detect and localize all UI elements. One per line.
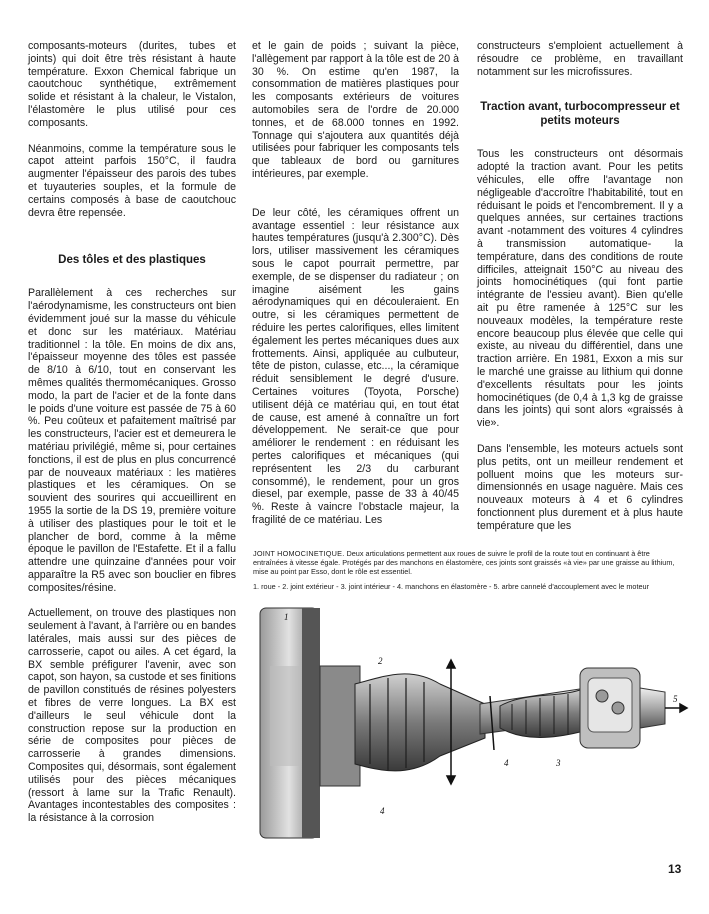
figure-label-1: 1: [284, 612, 289, 622]
page-number: 13: [668, 862, 682, 876]
caption-text: Deux articulations permettent aux roues de suivre le profil de la route tout en continuant à être entraînées à vitesse égale. Protégés par des manchons en élastomère, ces joints sont graissés «à vie» par une graisse au lithium, mise au point par Esso, dont le rôle est essentiel.: [253, 549, 675, 577]
paragraph: Actuellement, on trouve des plastiques non seulement à l'avant, à l'arrière ou en bandes latérales, mais aussi sur des pièces de carrosserie, capot ou ailes. A cet égard, la BX semble préfigurer l'avenir, avec son capot, son hayon, sa custode et ses finitions de pavillon constitués de résines polyesters et fibres de verre longues. La BX est d'ailleurs le seul véhicule dont la construction repose sur la production en série de composites pour pièces de carrosserie à grandes dimensions. Composites qui, désormais, sont également utilisés pour des pièces mécaniques (ressort à lame sur la Trafic Renault). Avantages incontestables des composites : la résistance à la corrosion: [28, 607, 236, 825]
wheel-hub: [260, 608, 360, 838]
paragraph: De leur côté, les céramiques offrent un avantage essentiel : leur résistance aux hautes températures (jusqu'à 2.300°C). Dès lors, utiliser massivement les céramiques sous le capot pourrait permettre, par exemple, de se dispenser du radiateur ; on imagine aisément les gains aérodynamiques qui en découleraient. En outre, si les céramiques permettent de réduire les pertes calorifiques, elles limitent également les pertes mécaniques dues aux frottements. Ainsi, appliquée au culbuteur, tête de piston, culasse, etc..., la céramique réduit sensiblement le degré d'usure. Certaines voitures (Toyota, Porsche) utilisent déjà ce matériau qui, en tout état de cause, est amené à connaître un fort développement. Ne serait-ce que pour améliorer le rendement : en réduisant les pertes calorifiques et mécaniques (qui représentent les 2/3 du carburant consommé), le rendement, pour un gros diesel, par exemple, passe de 33 à 40/45 %. Reste à vaincre l'obstacle majeur, la fragilité de ce matériau. Les: [252, 206, 459, 526]
outer-joint-boot: [355, 674, 485, 771]
paragraph: Dans l'ensemble, les moteurs actuels sont plus petits, ont un meilleur rendement et polluent moins que les moteurs sur-dimensionnés en usage naguère. Mais ces nouveaux moteurs à 4 et 6 cylindres fonctionnent plus durement et à plus haute température que les: [477, 442, 683, 532]
figure-legend: 1. roue - 2. joint extérieur - 3. joint intérieur - 4. manchons en élastomère - 5. arbre cannelé d'accouplement avec le moteur: [253, 581, 650, 591]
figure-label-4b: 4: [504, 758, 509, 768]
text-column-3: [477, 40, 683, 546]
text-column-1: [28, 40, 236, 838]
figure-label-4a: 4: [380, 806, 385, 816]
paragraph: Parallèlement à ces recherches sur l'aérodynamisme, les constructeurs ont bien évidemment joué sur la masse du véhicule et donc sur les matériaux. Matériau traditionnel : la tôle. En moins de dix ans, l'épaisseur moyenne des tôles est passée de 8/10 à 6/10, tout en conservant les mêmes qualités thermomécaniques. Grosso modo, la part de l'acier et de la fonte dans le poids d'une voiture est passée de 75 à 60 %. Peu coûteux et pafaitement maîtrisé par les constructeurs, l'acier est et demeurera le matériau privilégié, même si, pour certaines fonctions, il est de plus en plus concurrencé par de nouveaux matériaux : les matières plastiques et les céramiques. On se souvient des sourires qui accueillirent en 1955 la sortie de la DS 19, première voiture à utiliser des plastiques pour le toit et le plancher de bord, comme à la même époque le pavillon de l'Estafette. Et il a fallu attendre une quinzaine d'années pour voir apparaître la R5 avec son bouclier en fibres composites/résine.: [28, 287, 236, 594]
figure-caption: [253, 549, 683, 591]
figure-label-3: 3: [556, 758, 561, 768]
paragraph: et le gain de poids ; suivant la pièce, l'allègement par rapport à la tôle est de 20 à 30 %. On estime qu'en 1987, la consommation de matières plastiques pour les composants extérieurs de voitures automobiles sera de l'ordre de 20.000 tonnes, et de 68.000 tonnes en 1992. Tonnage qui s'ajoutera aux quantités déjà utilisées pour fabriquer les composants tels que tableaux de bord ou garnitures intérieures, par exemple.: [252, 40, 459, 180]
caption-title: JOINT HOMOCINETIQUE.: [253, 549, 345, 558]
paragraph: Tous les constructeurs ont désormais adopté la traction avant. Pour les petits véhicules, elle offre l'avantage non négligeable d'accroître l'habitabilité, tout en réduisant le poids et l'encombrement. Il y a quelques années, sur certaines tractions avant -notamment des voitures 4 cylindres à transmission automatique- la température, dans des conditions de route difficiles, atteignait 150°C au niveau des joints homocinétiques (qui font partie intégrante de l'essieu avant). Bien qu'elle ait pu être ramenée à 125°C sur les nouveaux modèles, la température reste encore beaucoup plus élevée que celle qui existe, au niveau du différentiel, dans une traction arrière. En 1981, Exxon a mis sur le marché une graisse au lithium qui donne d'excellents résultats pour les joints homocinétiques (de 0,4 à 1,3 kg de graisse dans les joints) qui sont alors «graissés à vie».: [477, 148, 683, 430]
figure-label-2: 2: [378, 656, 383, 666]
paragraph: Néanmoins, comme la température sous le capot atteint parfois 150°C, il faudra augmenter l'épaisseur des parois des tubes et tuyauteries souples, et la formule de certains composés à base de caoutchouc devra être repensée.: [28, 142, 236, 219]
text-column-2: [252, 40, 459, 540]
paragraph: composants-moteurs (durites, tubes et joints) qui doit être très résistant à haute température. Exxon Chemical fabrique un caoutchouc synthétique, extrêmement solide et résistant à la chaleur, le Vistalon, l'élastomère le plus utilisé pour ces composants.: [28, 40, 236, 129]
inner-joint-boot: [500, 690, 580, 738]
cv-joint-illustration: [250, 606, 690, 846]
section-heading: Traction avant, turbocompresseur et petits moteurs: [480, 101, 680, 128]
figure-label-5: 5: [673, 694, 678, 704]
paragraph: constructeurs s'emploient actuellement à résoudre ce problème, en travaillant notamment sur les microfissures.: [477, 40, 683, 78]
section-heading: Des tôles et des plastiques: [58, 254, 206, 267]
inner-joint-housing: [580, 668, 665, 748]
